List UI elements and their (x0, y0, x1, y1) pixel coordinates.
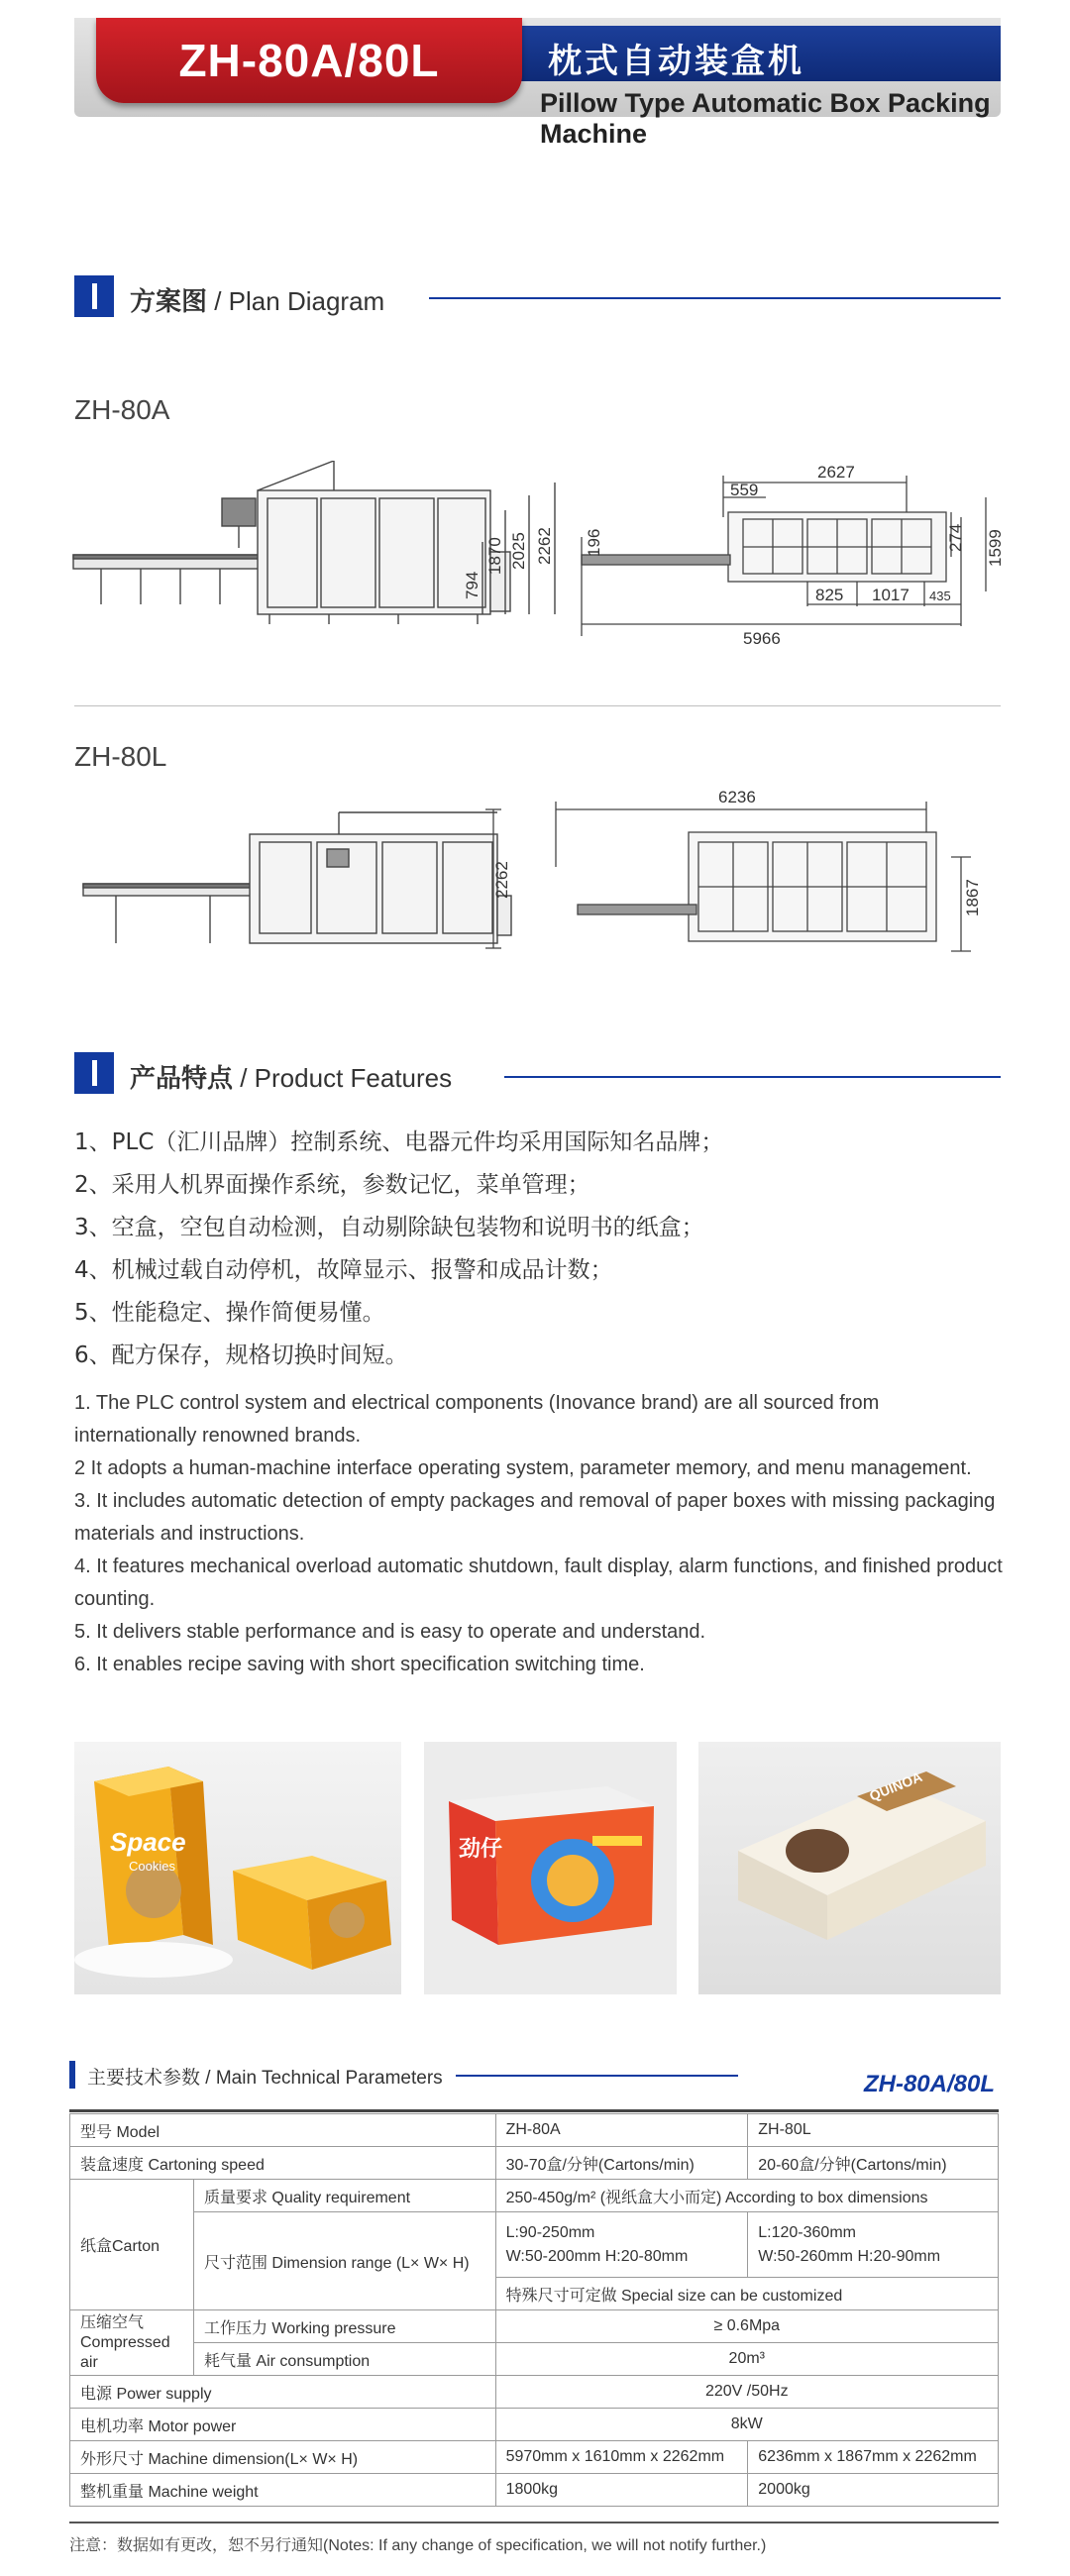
cell-special: 特殊尺寸可定做 Special size can be customized (495, 2278, 998, 2310)
cell-dim-a: L:90-250mm W:50-200mm H:20-80mm (495, 2212, 748, 2278)
list-item: 2、采用人机界面操作系统，参数记忆，菜单管理； (74, 1172, 590, 1198)
dim-274: 274 (946, 523, 965, 552)
section-rule (429, 297, 1001, 299)
cell-air-label: 压缩空气 Compressed air (70, 2310, 194, 2376)
cell-size-l: 6236mm x 1867mm x 2262mm (748, 2441, 999, 2474)
dim-2627: 2627 (817, 463, 855, 482)
diagram-80l-top-view (550, 788, 996, 956)
cell-quality-val: 250-450g/m² (视纸盒大小而定) According to box dimensions (495, 2180, 998, 2212)
cell-model-a: ZH-80A (495, 2114, 748, 2147)
diagram-divider (74, 705, 1001, 706)
section-title: 主要技术参数 / Main Technical Parameters (87, 2067, 443, 2089)
spec-table (69, 2113, 999, 2507)
list-item: 6. It enables recipe saving with short specification switching time. (74, 1654, 645, 1675)
dim-1870: 1870 (485, 537, 504, 575)
table-row (70, 2147, 999, 2180)
section-title: 产品特点 / Product Features (130, 1063, 453, 1094)
features-list-cn (74, 1122, 1001, 1377)
footnote: 注意：数据如有更改，恕不另行通知(Notes: If any change of specification, we will not notify further.) (69, 2537, 767, 2554)
header-banner (74, 18, 1001, 149)
list-item: 5、性能稳定、操作简便易懂。 (74, 1300, 385, 1326)
list-item: 3、空盒，空包自动检测，自动剔除缺包装物和说明书的纸盒； (74, 1215, 704, 1240)
cell-size-label: 外形尺寸 Machine dimension(L× W× H) (70, 2441, 496, 2474)
quinoa-brand: QUINOA (867, 1768, 925, 1804)
cell-size-a: 5970mm x 1610mm x 2262mm (495, 2441, 748, 2474)
table-row (70, 2343, 999, 2376)
cell-model-label: 型号 Model (70, 2114, 496, 2147)
diagram-label-80a: ZH-80A (74, 394, 170, 425)
table-row (70, 2474, 999, 2507)
section-header-params (69, 2059, 1001, 2098)
dim-6236: 6236 (718, 788, 756, 806)
table-row (70, 2180, 999, 2212)
section-rule (456, 2075, 738, 2077)
diagram-80l-side-view (81, 805, 517, 953)
table-row (70, 2310, 999, 2343)
dim-825: 825 (815, 586, 844, 604)
table-row (70, 2376, 999, 2409)
product-photo-cookies (74, 1742, 401, 1994)
diagram-label-80l: ZH-80L (74, 741, 167, 772)
section-title: 方案图 / Plan Diagram (130, 286, 385, 317)
list-item: 1. The PLC control system and electrical components (Inovance brand) are all sourced from internationally renowned brands. (74, 1392, 880, 1447)
list-item: 4. It features mechanical overload automatic shutdown, fault display, alarm functions, and finished product counting. (74, 1556, 1003, 1610)
section-header-plan (74, 275, 1001, 319)
dim-1017: 1017 (872, 586, 910, 604)
model-title: ZH-80A/80L (178, 35, 440, 86)
list-item: 4、机械过载自动停机，故障显示、报警和成品计数； (74, 1257, 613, 1283)
dim-5966: 5966 (743, 629, 781, 648)
dim-1599: 1599 (986, 529, 1005, 567)
cell-consumption-label: 耗气量 Air consumption (193, 2343, 495, 2376)
dim-2025: 2025 (509, 532, 528, 570)
cell-motor-label: 电机功率 Motor power (70, 2409, 496, 2441)
section-marker-icon (74, 275, 114, 317)
cell-dim-label: 尺寸范围 Dimension range (L× W× H) (193, 2212, 495, 2310)
list-item: 6、配方保存，规格切换时间短。 (74, 1342, 408, 1368)
table-row (70, 2114, 999, 2147)
section-rule (504, 1076, 1001, 1078)
dim-435: 435 (929, 589, 951, 603)
cell-motor-val: 8kW (495, 2409, 998, 2441)
cell-quality-label: 质量要求 Quality requirement (193, 2180, 495, 2212)
dim-2262-l: 2262 (492, 861, 511, 899)
cell-pressure-label: 工作压力 Working pressure (193, 2310, 495, 2343)
cell-weight-label: 整机重量 Machine weight (70, 2474, 496, 2507)
dim-196: 196 (585, 528, 603, 557)
features-list-en (74, 1387, 1006, 1681)
product-photo-snack-box (424, 1742, 677, 1994)
diagram-80a-top-view (570, 458, 1011, 651)
table-top-rule (69, 2109, 999, 2112)
note-rule (69, 2522, 999, 2523)
page-title-cn: 枕式自动装盒机 (548, 42, 804, 81)
list-item: 5. It delivers stable performance and is easy to operate and understand. (74, 1621, 706, 1643)
cookies-sub: Cookies (129, 1859, 175, 1874)
params-model: ZH-80A/80L (863, 2071, 995, 2097)
dim-559: 559 (730, 481, 759, 499)
list-item: 3. It includes automatic detection of empty packages and removal of paper boxes with missing packaging materials and instructions. (74, 1490, 996, 1545)
cell-speed-l: 20-60盒/分钟(Cartons/min) (748, 2147, 999, 2180)
cookies-brand: Space (110, 1827, 186, 1857)
list-item: 1、PLC（汇川品牌）控制系统、电器元件均采用国际知名品牌； (74, 1129, 724, 1155)
page-title-en: Pillow Type Automatic Box Packing Machine (540, 88, 991, 149)
diagram-80a-side-view (71, 461, 567, 639)
cell-weight-l: 2000kg (748, 2474, 999, 2507)
cell-pressure-val: ≥ 0.6Mpa (495, 2310, 998, 2343)
section-marker-icon (69, 2061, 75, 2089)
cell-consumption-val: 20m³ (495, 2343, 998, 2376)
diagram-80l-side-dim (474, 805, 513, 953)
cell-power-val: 220V /50Hz (495, 2376, 998, 2409)
cell-speed-a: 30-70盒/分钟(Cartons/min) (495, 2147, 748, 2180)
table-row (70, 2441, 999, 2474)
table-row (70, 2212, 999, 2278)
table-row (70, 2409, 999, 2441)
cell-dim-l: L:120-360mm W:50-260mm H:20-90mm (748, 2212, 999, 2278)
list-item: 2 It adopts a human-machine interface operating system, parameter memory, and menu management. (74, 1457, 972, 1479)
cell-speed-label: 装盒速度 Cartoning speed (70, 2147, 496, 2180)
cell-weight-a: 1800kg (495, 2474, 748, 2507)
cell-power-label: 电源 Power supply (70, 2376, 496, 2409)
dim-2262: 2262 (535, 527, 554, 565)
dim-794: 794 (463, 571, 482, 599)
section-marker-icon (74, 1052, 114, 1094)
snack-brand: 劲仔 (459, 1837, 503, 1862)
section-header-features (74, 1052, 1001, 1096)
cell-carton-label: 纸盒Carton (70, 2180, 194, 2310)
product-photo-quinoa-box (698, 1742, 1001, 1994)
cell-model-l: ZH-80L (748, 2114, 999, 2147)
dim-1867: 1867 (963, 879, 982, 916)
